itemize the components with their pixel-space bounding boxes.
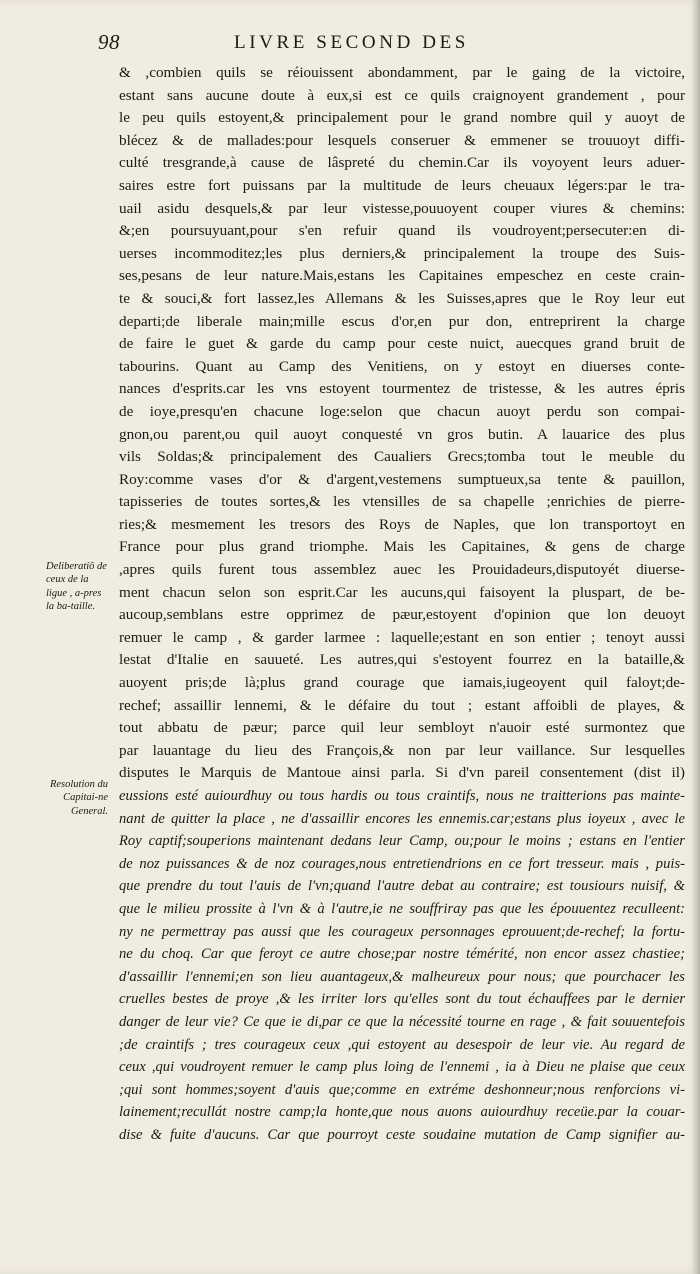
text-line: Roy captif;souperions maintenant dedans leur Camp, ou;pour le moins ; estans en l'entier — [119, 833, 685, 850]
text-line: aucoup,semblans estre opprimez de pæur,estoyent d'opinion que lon deuoyt — [119, 606, 685, 624]
text-line: le peu quils estoyent,& principalement pour le grand nombre quil y auoyt de — [119, 109, 685, 127]
text-line: cruelles bestes de proye ,& les irriter lors qu'elles sont du tout échauffees par le dernier — [119, 991, 685, 1008]
text-line: que prendre du tout l'auis de l'vn;quand l'autre debat au contraire; est tousiours nuisif, & — [119, 878, 685, 895]
text-line: ;de craintifs ; tres courageux ceux ,qui estoyent au desespoir de leur vie. Au regard de — [119, 1036, 685, 1053]
text-line: par lauantage du lieu des François,& non par leur vaillance. Sur lesquelles — [119, 741, 685, 759]
text-line: ceux ,qui voudroyent remuer le camp plus loing de l'ennemi , ia à Dieu ne plaise que ceux — [119, 1059, 685, 1076]
page-header — [0, 30, 700, 56]
text-line: dise & fuite d'aucuns. Car que pourroyt ceste soudaine mutation de Camp signifier au- — [119, 1126, 685, 1143]
text-line: te & souci,& fort lassez,les Allemans & les Suisses,apres que le Roy leur eut — [119, 289, 685, 307]
text-line: ne du choq. Car que feroyt ce autre chose;par nostre témérité, non encor assez chastiee; — [119, 946, 685, 963]
text-line: France pour plus grand triomphe. Mais les Capitaines, & gens de charge — [119, 538, 685, 556]
text-line: departi;de liberale main;mille escus d'or,en pur don, entreprirent la charge — [119, 312, 685, 330]
text-line: vils Soldas;& principalement des Caualiers Grecs;tomba tout le meuble du — [119, 448, 685, 466]
text-line: culté tresgrande,à cause de lâspreté du chemin.Car ils voyoyent leurs aduer- — [119, 154, 685, 172]
text-line: d'assaillir l'ennemi;en son lieu auantageux,& malheureux pour nous; que pourchacer les — [119, 968, 685, 985]
text-line: uail asidu desquels,& par leur vistesse,pouuoyent couper viures & chemins: — [119, 199, 685, 217]
text-line: ny ne permettray pas aussi que les courageux personnages eprouuent;de-rechef; la fortu- — [119, 923, 685, 940]
text-line: uerses incommoditez;les plus derniers,& principalement la troupe des Suis- — [119, 244, 685, 262]
text-line: nances d'esprits.car les vns estoyent tourmentez de tristesse, & les autres épris — [119, 380, 685, 398]
margin-note-deliberation: Deliberatiô de ceux de la ligue , a-pres la ba-taille. — [46, 561, 107, 613]
page-edge-shadow — [692, 0, 700, 1274]
text-line: ment chacun selon son esprit.Car les aucuns,qui faisoyent la pluspart, de be- — [119, 583, 685, 601]
text-line: tabourins. Quant au Camp des Venitiens, on y estoyt en diuerses conte- — [119, 357, 685, 375]
text-line: ;qui sont hommes;soyent d'auis que;comme en extréme deshonneur;nous renforcions vi- — [119, 1081, 685, 1098]
text-line: danger de leur vie? Ce que ie di,par ce que la nécessité tourne en rage , & fait souuentefois — [119, 1013, 685, 1030]
text-line: lestat d'Italie en sauueté. Les autres,qui s'estoyent fourrez en la bataille,& — [119, 651, 685, 669]
text-line: disputes le Marquis de Mantoue ainsi parla. Si d'vn pareil consentement (dist il) — [119, 764, 685, 782]
text-line: de ioye,presqu'en chacune loge:selon que chacun auoyt perdu son compai- — [119, 402, 685, 420]
text-line: tapisseries de toutes sortes,& les vtensilles de sa chapelle ;enrichies de pierre- — [119, 493, 685, 511]
text-line: eussions esté auiourdhuy ou tous hardis ou tous craintifs, nous ne traitterions pas mainte- — [119, 788, 685, 804]
text-line: ries;& mesmement les tresors des Roys de Naples, que lon transportoyt en — [119, 515, 685, 533]
running-head: LIVRE SECOND DES — [234, 32, 469, 53]
text-line: tout abbatu de pæur; parce quil leur sembloyt n'auoir esté surmontez que — [119, 719, 685, 737]
text-line: auoyent pris;de là;plus grand courage que iamais,iugeoyent quil faloyt;de- — [119, 674, 685, 692]
text-line: saires estre fort puissans par la multitude de leurs cheuaux légers:par le tra- — [119, 176, 685, 194]
text-line: gnon,ou parent,ou quil auoyt conquesté vn gros butin. A lauarice des plus — [119, 425, 685, 443]
text-line: estant sans aucune doute à eux,si est ce quils craignoyent grandement , pour — [119, 86, 685, 104]
text-line: blécez & de mallades:pour lesquels conseruer & emmener se trouuoyt diffi- — [119, 131, 685, 149]
text-line: Roy:comme vases d'or & d'argent,vestemens sumptueux,sa tente & pauillon, — [119, 470, 685, 488]
text-line: de faire le guet & garde du camp pour ceste nuict, auecques grand bruit de — [119, 335, 685, 353]
text-line: ses,pesans de leur nature.Mais,estans les Capitaines empeschez en ceste crain- — [119, 267, 685, 285]
text-line: que le milieu prossite à l'vn & à l'autre,ie ne souffriray pas que les épouuentez reculleent: — [119, 900, 685, 917]
text-line: de noz puissances & de noz courages,nous entretiendrions en ce fort tresseur. mais , puis- — [119, 855, 685, 872]
text-line: lainement;recullát nostre camp;la honte,que nous auons auiourdhuy receüe.par la couar- — [119, 1104, 685, 1121]
text-line: &;en poursuyuant,pour s'en refuir quand ils voudroyent;persecuter:en di- — [119, 222, 685, 240]
text-line: & ,combien quils se réiouissent abondamment, par le gaing de la victoire, — [119, 64, 685, 81]
text-line: nant de quitter la place , ne d'assaillir encores les ennemis.car;estans plus ioyeux , avec le — [119, 810, 685, 827]
text-line: rechef; assaillir lennemi, & le défaire du tout ; estant affoibli de playes, & — [119, 696, 685, 714]
body-text — [119, 62, 685, 1147]
text-line: ,apres quils furent tous assemblez auec les Prouidadeurs,disputoyét diuerse- — [119, 561, 685, 579]
page-number: 98 — [98, 30, 120, 54]
margin-note-resolution: Resolution du Capitai-ne General. — [49, 779, 108, 817]
text-line: remuer le camp , & garder larmee : laquelle;estant en son entier ; tenoyt aussi — [119, 628, 685, 646]
